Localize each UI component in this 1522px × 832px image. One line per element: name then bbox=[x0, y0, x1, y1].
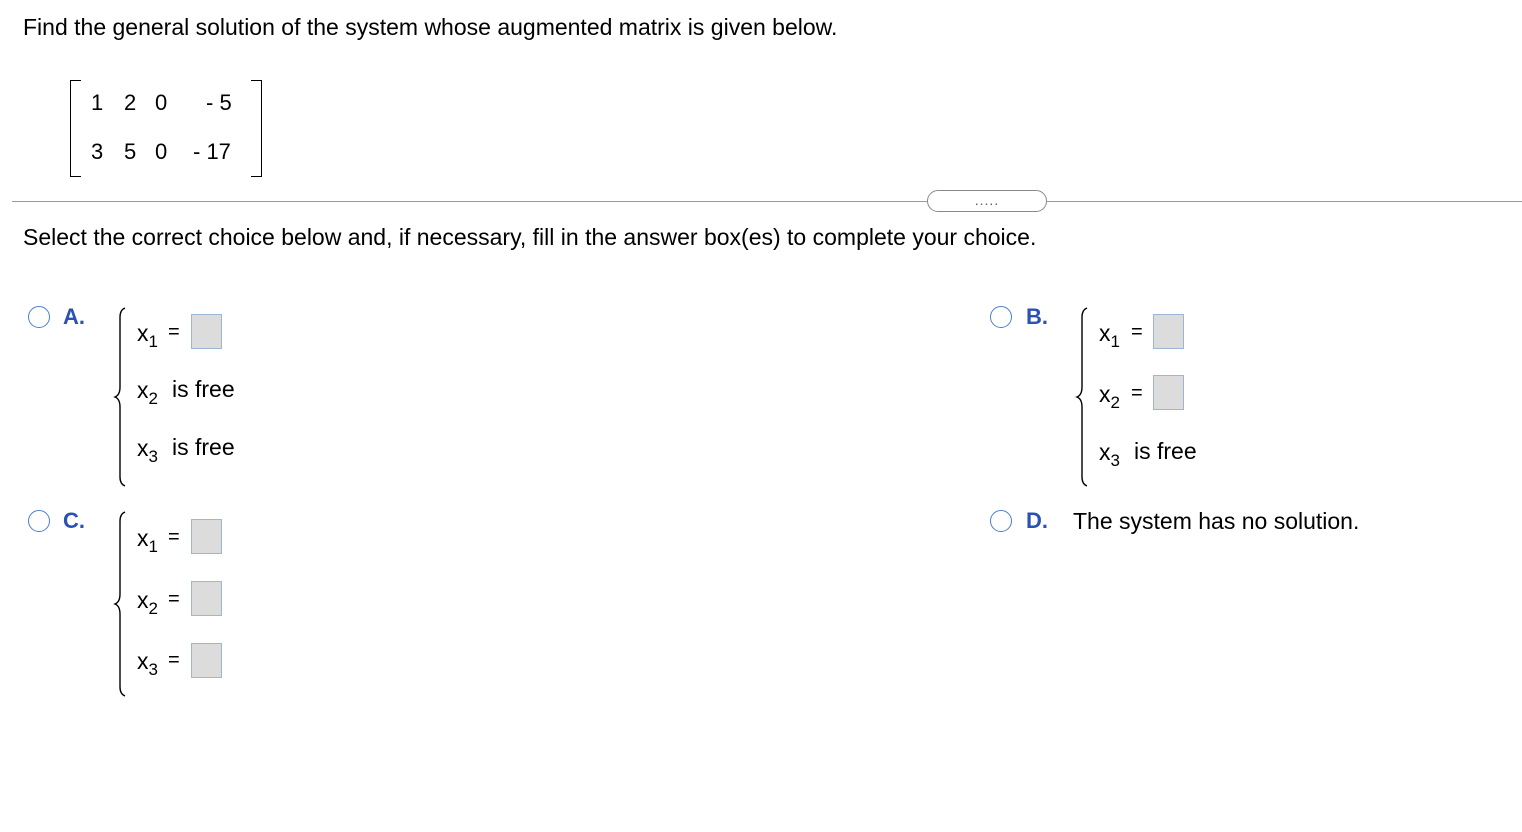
matrix-left-bracket bbox=[70, 80, 81, 177]
choice-d-text: The system has no solution. bbox=[1073, 508, 1360, 534]
left-brace-icon bbox=[113, 307, 127, 487]
left-brace-icon bbox=[113, 511, 127, 697]
matrix-cell-r1c3: 0 bbox=[155, 90, 168, 115]
choice-b-letter: B. bbox=[1026, 304, 1048, 329]
choice-b-x3-label: $x_3$ bbox=[1099, 439, 1120, 470]
matrix-cell-r2c4: - 17 bbox=[193, 139, 231, 164]
instruction-text: Select the correct choice below and, if necessary, fill in the answer box(es) to complete your choice. bbox=[23, 224, 1037, 250]
choice-b-x1-label: $x_1$ bbox=[1099, 320, 1120, 351]
left-brace-icon bbox=[1075, 307, 1089, 487]
matrix-cell-r2c2: 5 bbox=[124, 139, 137, 164]
choice-a-x1-label: $x_1$ bbox=[137, 320, 158, 351]
choice-a-x1-equals: = bbox=[168, 321, 180, 343]
choice-c-x2-equals: = bbox=[168, 588, 180, 610]
choice-c-radio[interactable] bbox=[28, 510, 50, 532]
choice-a-letter: A. bbox=[63, 304, 85, 329]
question-text: Find the general solution of the system whose augmented matrix is given below. bbox=[23, 14, 838, 40]
choice-b-x2-equals: = bbox=[1131, 382, 1143, 404]
choice-b-x1-equals: = bbox=[1131, 321, 1143, 343]
choice-d-letter: D. bbox=[1026, 508, 1048, 533]
choice-c-x2-label: $x_2$ bbox=[137, 587, 158, 618]
choice-a-x2-label: $x_2$ bbox=[137, 377, 158, 408]
choice-a-x3-label: $x_3$ bbox=[137, 435, 158, 466]
section-divider bbox=[12, 201, 1522, 202]
choice-b-radio[interactable] bbox=[990, 306, 1012, 328]
matrix-cell-r2c1: 3 bbox=[91, 139, 104, 164]
choice-b-x3-free-text: is free bbox=[1134, 438, 1197, 464]
choice-b-x1-answer-box[interactable] bbox=[1153, 314, 1184, 349]
matrix-cell-r1c4: - 5 bbox=[206, 90, 232, 115]
choice-c-x1-label: $x_1$ bbox=[137, 525, 158, 556]
choice-a-x1-answer-box[interactable] bbox=[191, 314, 222, 349]
choice-c-x1-answer-box[interactable] bbox=[191, 519, 222, 554]
choice-c-x2-answer-box[interactable] bbox=[191, 581, 222, 616]
choice-c-letter: C. bbox=[63, 508, 85, 533]
matrix-right-bracket bbox=[251, 80, 262, 177]
choice-c-x1-equals: = bbox=[168, 526, 180, 548]
choice-a-x3-free-text: is free bbox=[172, 434, 235, 460]
choice-d-radio[interactable] bbox=[990, 510, 1012, 532]
choice-c-x3-answer-box[interactable] bbox=[191, 643, 222, 678]
matrix-cell-r2c3: 0 bbox=[155, 139, 168, 164]
choice-a-radio[interactable] bbox=[28, 306, 50, 328]
choice-b-x2-label: $x_2$ bbox=[1099, 381, 1120, 412]
choice-c-x3-label: $x_3$ bbox=[137, 648, 158, 679]
matrix-cell-r1c2: 2 bbox=[124, 90, 137, 115]
choice-a-x2-free-text: is free bbox=[172, 376, 235, 402]
choice-c-x3-equals: = bbox=[168, 649, 180, 671]
matrix-cell-r1c1: 1 bbox=[91, 90, 104, 115]
more-options-button[interactable]: ..... bbox=[927, 190, 1047, 212]
choice-b-x2-answer-box[interactable] bbox=[1153, 375, 1184, 410]
augmented-matrix bbox=[70, 80, 262, 175]
